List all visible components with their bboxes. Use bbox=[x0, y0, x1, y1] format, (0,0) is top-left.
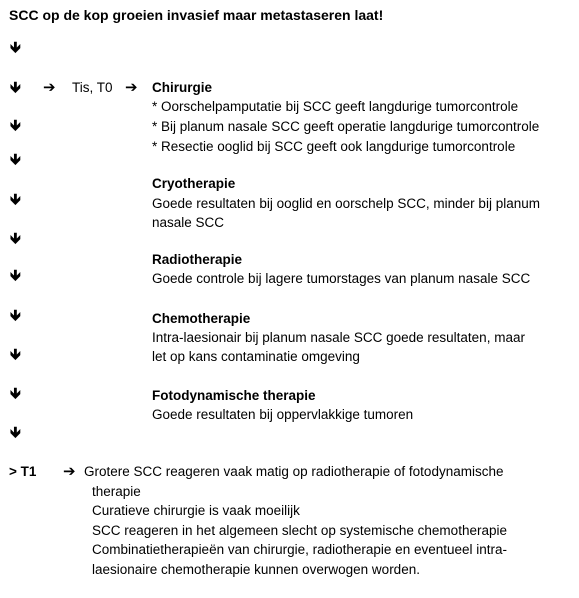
section-line: Goede resultaten bij oppervlakkige tumoren bbox=[152, 407, 414, 422]
t1-line: Curatieve chirurgie is vaak moeilijk bbox=[92, 503, 300, 518]
right-arrow-icon: ➔ bbox=[125, 79, 138, 96]
t1-line: Grotere SCC reageren vaak matig op radiotherapie of fotodynamische bbox=[84, 464, 504, 479]
section-line: let op kans contaminatie omgeving bbox=[152, 349, 360, 364]
t1-line: laesionaire chemotherapie kunnen overwogen worden. bbox=[92, 562, 420, 577]
section-heading-chemotherapie: Chemotherapie bbox=[152, 311, 251, 326]
down-arrow-icon: 🡻 bbox=[10, 385, 21, 402]
section-line: * Bij planum nasale SCC geeft operatie langdurige tumorcontrole bbox=[152, 119, 540, 134]
t1-line: therapie bbox=[92, 484, 141, 499]
section-heading-chirurgie: Chirurgie bbox=[152, 80, 213, 95]
down-arrow-icon: 🡻 bbox=[10, 79, 21, 96]
page-title: SCC op de kop groeien invasief maar metastaseren laat! bbox=[9, 7, 384, 23]
section-line: nasale SCC bbox=[152, 215, 225, 230]
section-line: Intra-laesionair bij planum nasale SCC goede resultaten, maar bbox=[152, 330, 525, 345]
section-line: * Resectie ooglid bij SCC geeft ook langdurige tumorcontrole bbox=[152, 139, 516, 154]
section-heading-fotodynamische-therapie: Fotodynamische therapie bbox=[152, 388, 316, 403]
section-line: * Oorschelpamputatie bij SCC geeft langdurige tumorcontrole bbox=[152, 99, 519, 114]
down-arrow-icon: 🡻 bbox=[10, 191, 21, 208]
t1-line: SCC reageren in het algemeen slecht op systemische chemotherapie bbox=[92, 523, 507, 538]
down-arrow-icon: 🡻 bbox=[10, 307, 21, 324]
t1-line: Combinatietherapieën van chirurgie, radiotherapie en eventueel intra- bbox=[92, 542, 508, 557]
down-arrow-icon: 🡻 bbox=[10, 230, 21, 247]
down-arrow-icon: 🡻 bbox=[10, 39, 21, 56]
stage-label-t1: > T1 bbox=[9, 464, 37, 479]
section-heading-cryotherapie: Cryotherapie bbox=[152, 176, 236, 191]
right-arrow-icon: ➔ bbox=[63, 463, 76, 480]
down-arrow-icon: 🡻 bbox=[10, 117, 21, 134]
down-arrow-icon: 🡻 bbox=[10, 424, 21, 441]
section-line: Goede resultaten bij ooglid en oorschelp SCC, minder bij planum bbox=[152, 196, 540, 211]
down-arrow-icon: 🡻 bbox=[10, 346, 21, 363]
right-arrow-icon: ➔ bbox=[43, 79, 56, 96]
section-line: Goede controle bij lagere tumorstages van planum nasale SCC bbox=[152, 271, 531, 286]
stage-label-tis-t0: Tis, T0 bbox=[72, 80, 113, 95]
down-arrow-icon: 🡻 bbox=[10, 267, 21, 284]
down-arrow-icon: 🡻 bbox=[10, 151, 21, 168]
section-heading-radiotherapie: Radiotherapie bbox=[152, 252, 243, 267]
